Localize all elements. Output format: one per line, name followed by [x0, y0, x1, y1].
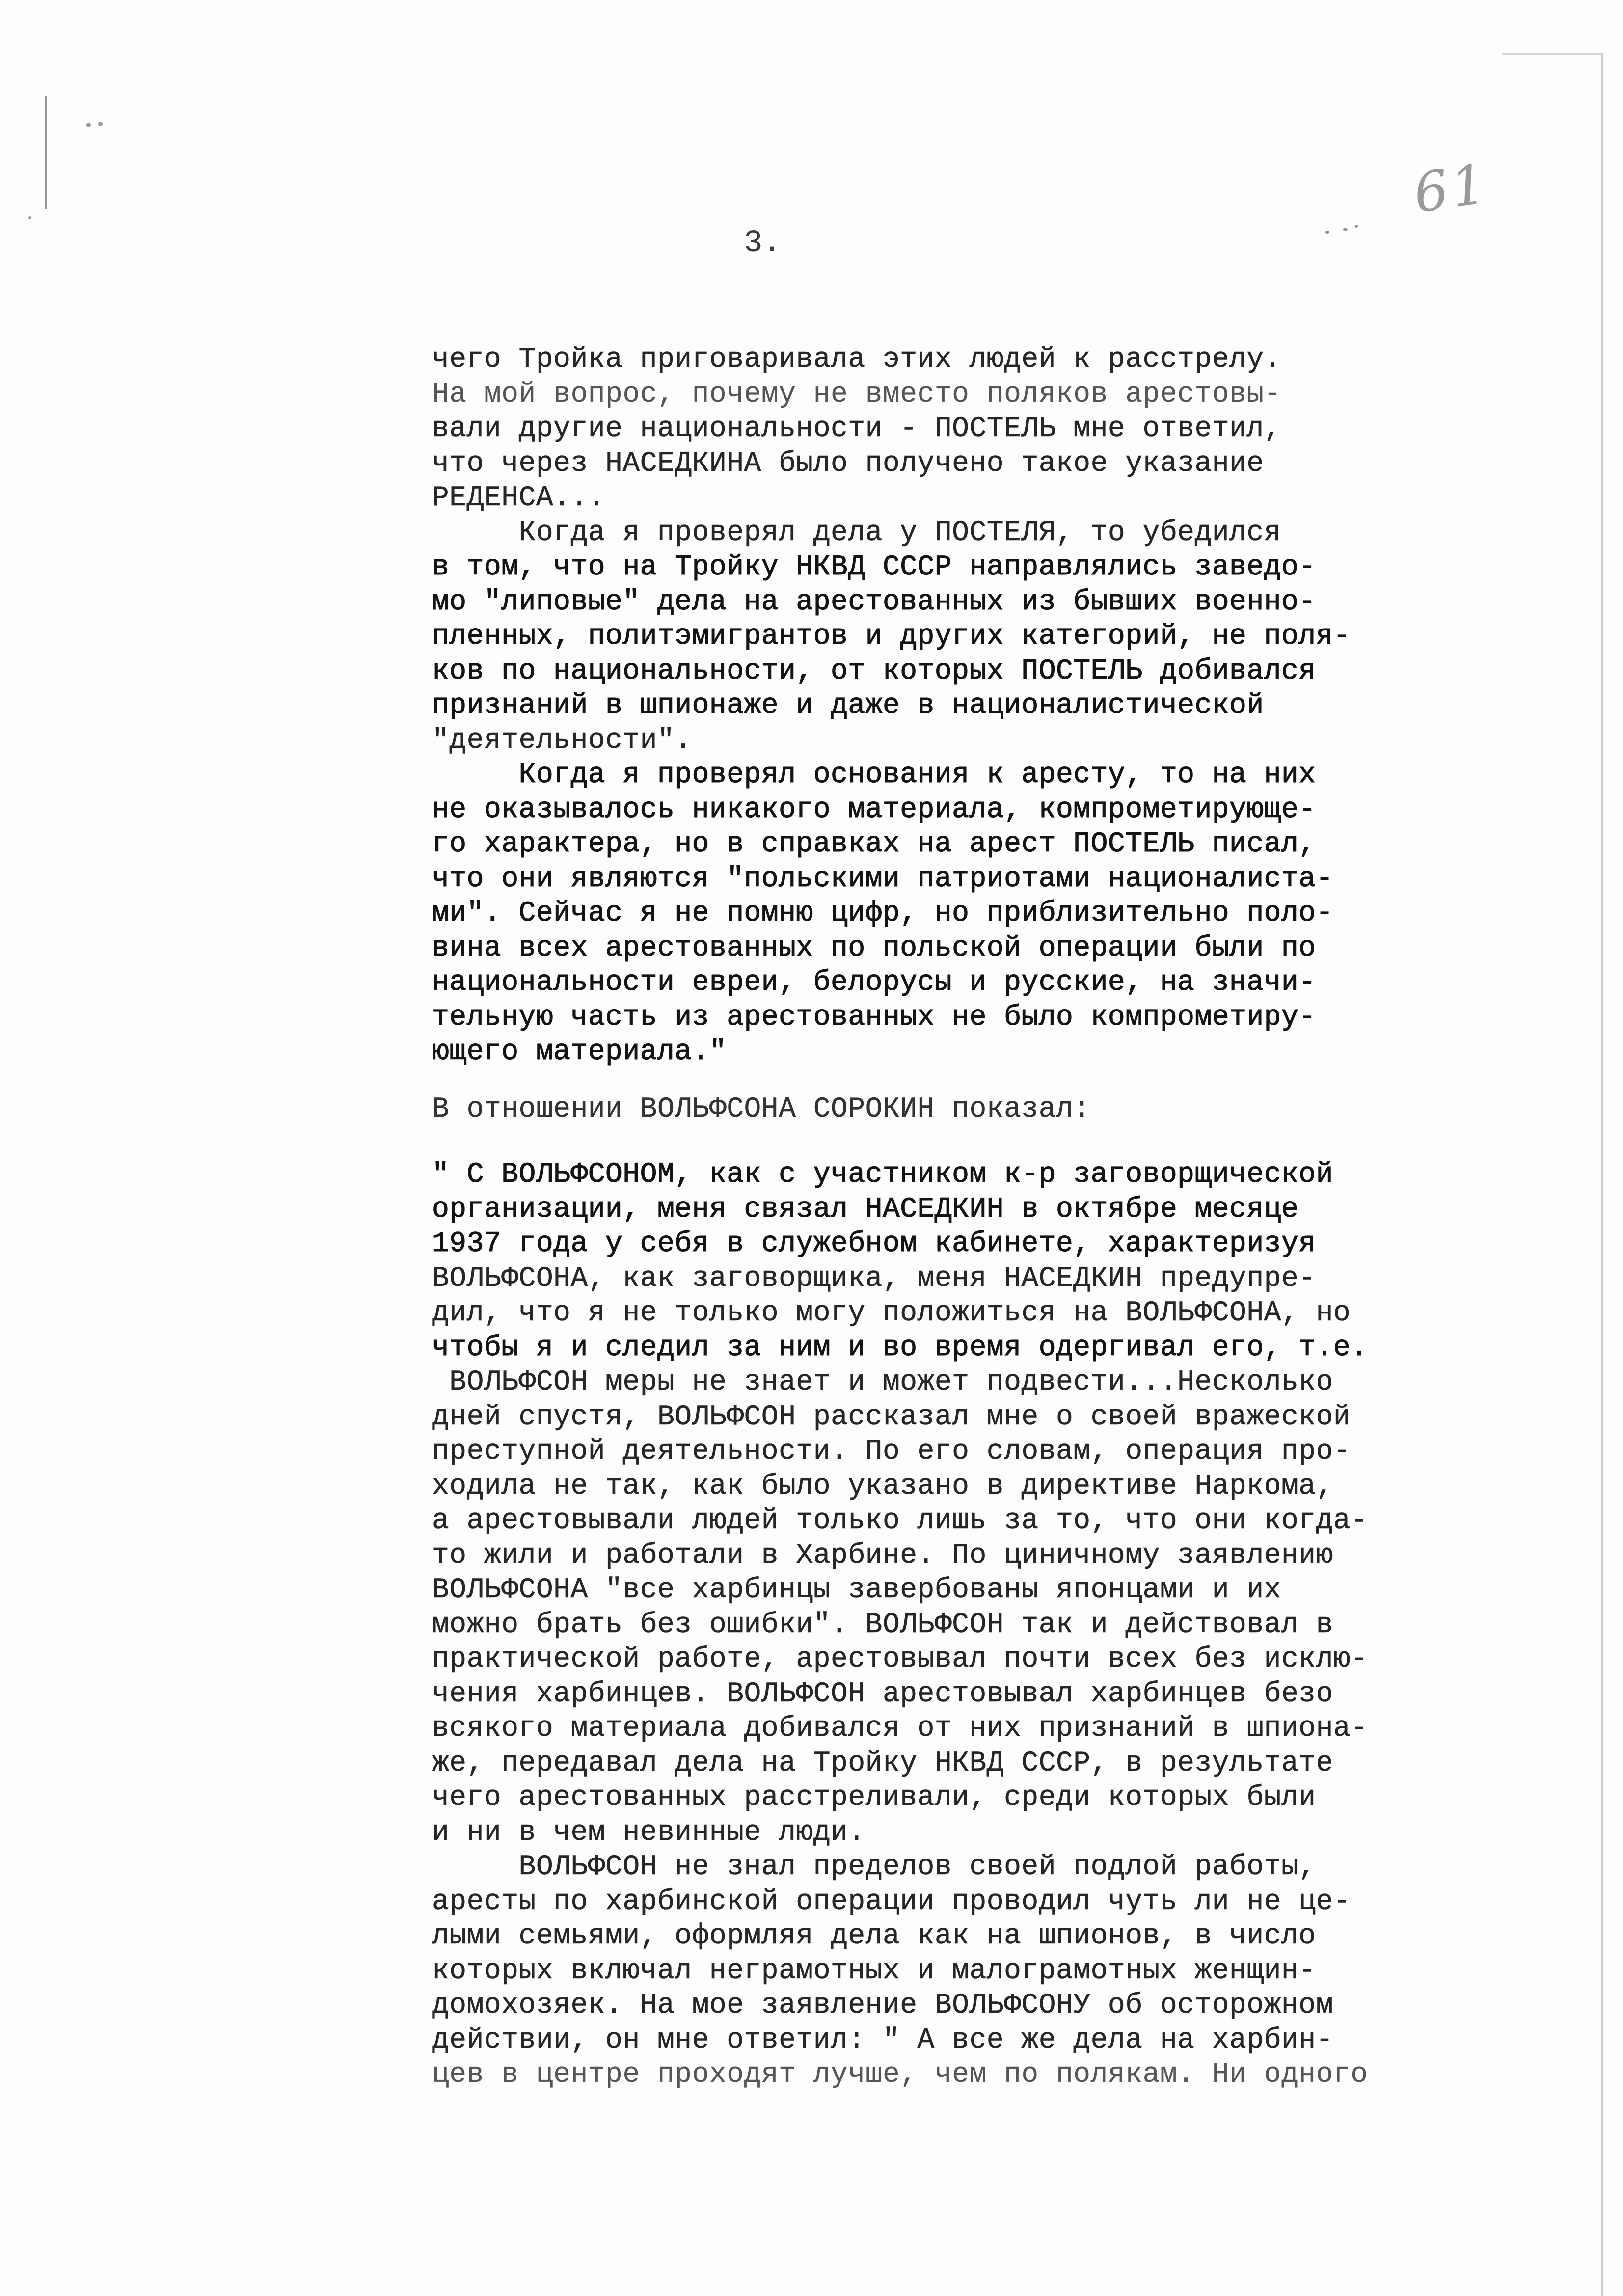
text-line: аресты по харбинской операции проводил чуть ли не це- — [432, 1886, 1351, 1918]
handwritten-folio-number: 61 — [1409, 152, 1493, 225]
text-line: ВОЛЬФСОНА, как заговорщика, меня НАСЕДКИН предупре- — [432, 1262, 1316, 1295]
text-line: Когда я проверял дела у ПОСТЕЛЯ, то убедился — [432, 517, 1281, 549]
scan-speck — [1355, 225, 1358, 228]
paragraph-1 — [432, 343, 1532, 1070]
scan-speck — [1343, 228, 1348, 231]
text-line: что они являются "польскими патриотами националиста- — [432, 863, 1333, 895]
section-heading-block — [432, 1093, 1532, 1127]
text-line: " С ВОЛЬФСОНОМ, как с участником к-р заговорщической — [432, 1159, 1333, 1191]
text-line: можно брать без ошибки". ВОЛЬФСОН так и действовал в — [432, 1609, 1333, 1641]
text-line: РЕДЕНСА... — [432, 482, 606, 514]
text-line: всякого материала добивался от них признаний в шпиона- — [432, 1713, 1368, 1745]
text-line: ющего материала." — [432, 1036, 727, 1068]
scan-edge-right — [1601, 54, 1603, 2296]
text-line: ВОЛЬФСОН не знал пределов своей подлой работы, — [432, 1851, 1316, 1883]
text-line: вина всех арестованных по польской операции были по — [432, 932, 1316, 964]
text-line: чения харбинцев. ВОЛЬФСОН арестовывал харбинцев безо — [432, 1678, 1333, 1710]
scan-edge-top — [1502, 53, 1603, 55]
text-line: действии, он мне ответил: " А все же дела на харбин- — [432, 2024, 1333, 2056]
text-line: в том, что на Тройку НКВД СССР направлялись заведо- — [432, 551, 1316, 583]
text-line: же, передавал дела на Тройку НКВД СССР, в результате — [432, 1747, 1333, 1779]
text-line: го характера, но в справках на арест ПОСТЕЛЬ писал, — [432, 828, 1316, 860]
text-line: практической работе, арестовывал почти всех без исклю- — [432, 1643, 1368, 1675]
text-line: то жили и работали в Харбине. По циничному заявлению — [432, 1539, 1333, 1572]
text-line: домохозяек. На мое заявление ВОЛЬФСОНУ об осторожном — [432, 1990, 1333, 2022]
text-line: Когда я проверял основания к аресту, то на них — [432, 759, 1316, 791]
text-line: а арестовывали людей только лишь за то, что они когда- — [432, 1505, 1368, 1537]
text-line: преступной деятельности. По его словам, операция про- — [432, 1436, 1351, 1468]
text-line: ков по национальности, от которых ПОСТЕЛЬ добивался — [432, 655, 1316, 687]
text-line: чего Тройка приговаривала этих людей к расстрелу. — [432, 344, 1281, 376]
text-line: цев в центре проходят лучше, чем по полякам. Ни одного — [432, 2059, 1368, 2091]
section-heading: В отношении ВОЛЬФСОНА СОРОКИН показал: — [432, 1093, 1091, 1125]
text-line: не оказывалось никакого материала, компрометирующе- — [432, 793, 1316, 826]
text-line: чего арестованных расстреливали, среди которых были — [432, 1782, 1316, 1814]
text-line: пленных, политэмигрантов и других категорий, не поля- — [432, 621, 1351, 653]
paragraph-2 — [432, 1158, 1532, 2093]
text-line: "деятельности". — [432, 724, 692, 757]
text-line: 1937 года у себя в служебном кабинете, характеризуя — [432, 1228, 1316, 1260]
page-number: 3. — [744, 226, 782, 261]
text-line: что через НАСЕДКИНА было получено такое указание — [432, 447, 1264, 480]
text-line: признаний в шпионаже и даже в националистической — [432, 690, 1264, 722]
text-line: лыми семьями, оформляя дела как на шпионов, в число — [432, 1920, 1316, 1952]
text-line: которых включал неграмотных и малограмотных женщин- — [432, 1955, 1316, 1987]
text-line: дней спустя, ВОЛЬФСОН рассказал мне о своей вражеской — [432, 1401, 1351, 1433]
text-line: чтобы я и следил за ним и во время одергивал его, т.е. — [432, 1332, 1368, 1364]
text-line: дил, что я не только могу положиться на ВОЛЬФСОНА, но — [432, 1297, 1351, 1329]
text-line: ВОЛЬФСОНА "все харбинцы завербованы японцами и их — [432, 1574, 1281, 1606]
text-line: и ни в чем невинные люди. — [432, 1816, 866, 1849]
text-line: вали другие национальности - ПОСТЕЛЬ мне ответил, — [432, 413, 1281, 445]
binding-mark — [86, 123, 91, 127]
binding-mark — [98, 122, 103, 126]
text-line: мо "липовые" дела на арестованных из бывших военно- — [432, 586, 1316, 618]
text-line: организации, меня связал НАСЕДКИН в октябре месяце — [432, 1193, 1299, 1226]
text-line: ВОЛЬФСОН меры не знает и может подвести...Несколько — [432, 1367, 1333, 1398]
text-line: ходила не так, как было указано в директиве Наркома, — [432, 1470, 1333, 1503]
text-line: тельную часть из арестованных не было компрометиру- — [432, 1001, 1316, 1034]
scan-speck — [1325, 231, 1329, 234]
binding-mark — [45, 96, 47, 209]
text-line: На мой вопрос, почему не вместо поляков арестовы- — [432, 378, 1281, 410]
text-line: национальности евреи, белорусы и русские, на значи- — [432, 967, 1316, 999]
text-line: ми". Сейчас я не помню цифр, но приблизительно поло- — [432, 898, 1333, 929]
binding-mark — [28, 216, 31, 219]
